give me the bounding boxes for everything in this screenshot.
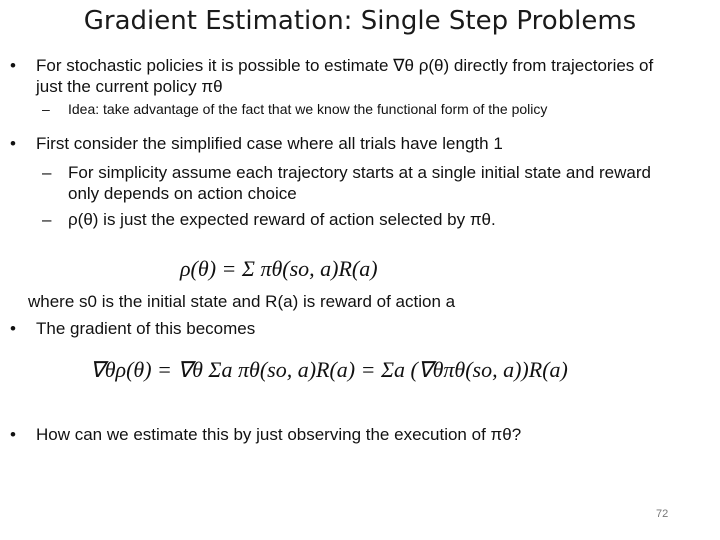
bullet-question: How can we estimate this by just observing the execution of πθ? [36,425,522,444]
bullet-gradient: The gradient of this becomes [36,319,256,338]
sub-bullet-idea: Idea: take advantage of the fact that we know the functional form of the policy [68,101,548,117]
sub-bullet-simplicity [68,162,708,204]
bullet-marker: • [10,134,16,153]
bullet-marker: • [10,319,16,338]
where-text: where s0 is the initial state and R(a) is reward of action a [28,292,456,311]
equation-gradient: ∇θρ(θ) = ∇θ Σa πθ(so, a)R(a) = Σa (∇θπθ(so, a))R(a) [90,357,568,382]
dash-marker: – [42,101,50,117]
bullet-marker: • [10,56,16,75]
dash-marker: – [42,210,52,229]
bullet-stochastic-line1: For stochastic policies it is possible to estimate ∇θ ρ(θ) directly from trajectories of [36,56,654,75]
slide-title: Gradient Estimation: Single Step Problems [83,6,637,36]
sub-bullet-simplicity-line2: only depends on action choice [68,184,297,203]
equation-expected-reward: ρ(θ) = Σ πθ(so, a)R(a) [180,256,378,281]
bullet-marker: • [10,425,16,444]
bullet-simplified-case: First consider the simplified case where all trials have length 1 [36,134,503,153]
bullet-stochastic-policies [36,55,716,97]
bullet-stochastic-line2: just the current policy πθ [36,77,223,96]
sub-bullet-simplicity-line1: For simplicity assume each trajectory starts at a single initial state and reward [68,163,651,182]
sub-bullet-rho: ρ(θ) is just the expected reward of action selected by πθ. [68,210,496,229]
dash-marker: – [42,163,52,182]
slide-number: 72 [656,508,669,520]
